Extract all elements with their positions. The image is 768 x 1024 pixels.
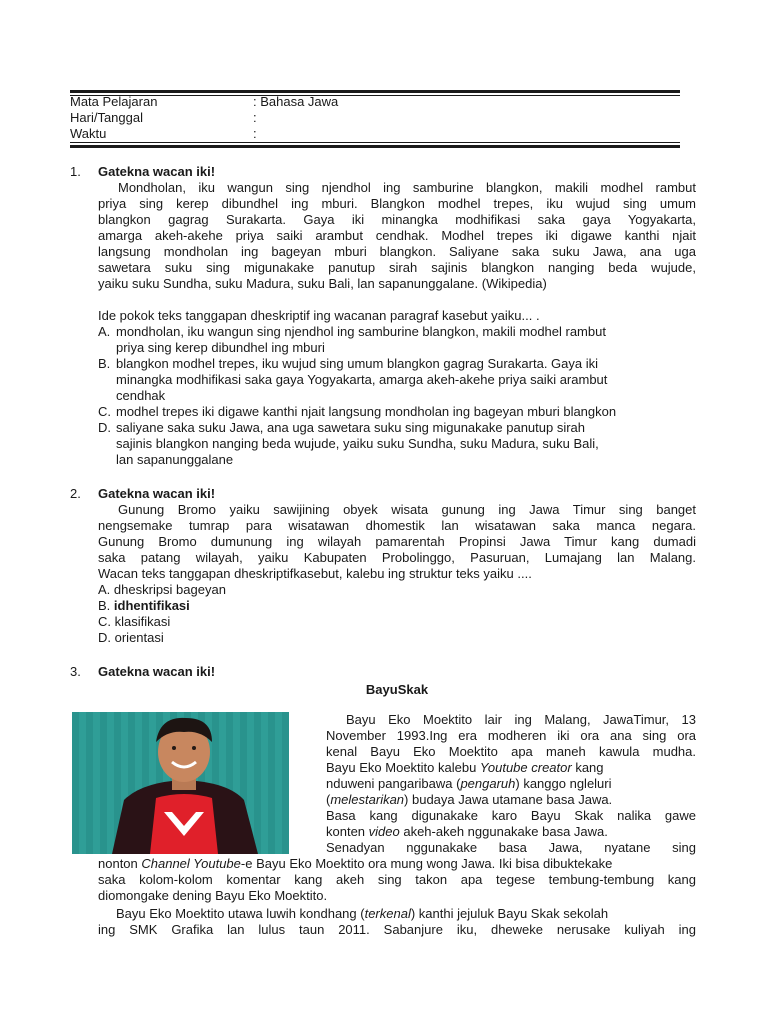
article-line: Bayu Eko Moektito kalebu Youtube creator kang <box>326 760 604 775</box>
passage-line: priya sing kerep dibundhel ing mburi. Blangkon modhel trepes, iku wujud sing umum <box>98 196 696 211</box>
option-b-text: cendhak <box>116 388 166 403</box>
article-line: Bayu Eko Moektito lair ing Malang, JawaTimur, 13 <box>346 712 696 727</box>
question-instruction: Gatekna wacan iki! <box>98 164 216 179</box>
article-line: nduweni pangaribawa (pengaruh) kanggo ngleluri <box>326 776 612 791</box>
option-c-text: modhel trepes iki digawe kanthi njait langsung mondholan ing bageyan mburi blangkon <box>116 404 617 419</box>
question-number: 1. <box>70 164 81 179</box>
article-title: BayuSkak <box>365 682 429 697</box>
passage-line: Mondholan, iku wangun sing njendhol ing samburine blangkon, makili modhel rambut <box>118 180 696 195</box>
option-letter: D. <box>98 420 111 435</box>
article-line: kenal Bayu Eko Moektito apa maneh kawula mudha. <box>326 744 696 759</box>
question-number: 3. <box>70 664 81 679</box>
question-text: Wacan teks tanggapan dheskriptifkasebut, kalebu ing struktur teks yaiku .... <box>98 566 532 581</box>
article-line: Bayu Eko Moektito utawa luwih kondhang (terkenal) kanthi jejuluk Bayu Skak sekolah <box>116 906 609 921</box>
question-instruction: Gatekna wacan iki! <box>98 486 216 501</box>
passage-line: yaiku suku Sundha, suku Madura, suku Bali, lan sapanunggalane. (Wikipedia) <box>98 276 547 291</box>
header-top-rule <box>70 90 680 93</box>
question-number: 2. <box>70 486 81 501</box>
option-letter: B. <box>98 356 111 371</box>
option-d-text: sajinis blangkon nanging beda wujude, yaiku suku Sundha, suku Madura, suku Bali, <box>116 436 599 451</box>
article-line: Basa kang digunakake karo Bayu Skak nalika gawe <box>326 808 696 823</box>
header-value: : <box>253 126 257 141</box>
article-line: diomongake dening Bayu Eko Moektito. <box>98 888 328 903</box>
header-label: Mata Pelajaran <box>70 94 158 109</box>
header-value: : Bahasa Jawa <box>253 94 339 109</box>
article-line: saka kolom-kolom komentar kang akeh sing takon apa tegese tembung-tembung kang <box>98 872 696 887</box>
header-bottom-rule <box>70 145 680 148</box>
passage-line: Gunung Bromo dumunung ing wilayah pamarentah Propinsi Jawa Timur kang dumadi <box>98 534 696 549</box>
person-photo <box>72 712 289 854</box>
header-label: Hari/Tanggal <box>70 110 143 125</box>
option-b-text: blangkon modhel trepes, iku wujud sing umum blangkon gagrag Surakarta. Gaya iki <box>116 356 598 371</box>
header-bottom-rule-thin <box>70 142 680 143</box>
option-a: A. dheskripsi bageyan <box>98 582 226 597</box>
question-instruction: Gatekna wacan iki! <box>98 664 216 679</box>
option-b: B. idhentifikasi <box>98 598 190 613</box>
article-line: (melestarikan) budaya Jawa utamane basa Jawa. <box>326 792 613 807</box>
option-c: C. klasifikasi <box>98 614 171 629</box>
header-label: Waktu <box>70 126 107 141</box>
option-a-text: mondholan, iku wangun sing njendhol ing samburine blangkon, makili modhel rambut <box>116 324 606 339</box>
passage-line: Gunung Bromo yaiku sawijining obyek wisata gunung ing Jawa Timur sing banget <box>118 502 696 517</box>
option-a-text: priya sing kerep dibundhel ing mburi <box>116 340 325 355</box>
passage-line: saka patang wilayah, yaiku Kabupaten Probolinggo, Pasuruan, Lumajang lan Malang. <box>98 550 696 565</box>
option-d-text: saliyane saka suku Jawa, ana uga sawetara suku sing migunakake panutup sirah <box>116 420 586 435</box>
option-letter: A. <box>98 324 111 339</box>
article-line: nonton Channel Youtube-e Bayu Eko Moektito ora mung wong Jawa. Iki bisa dibuktekake <box>98 856 613 871</box>
option-b-text: minangka modhifikasi saka gaya Yogyakarta, amarga akeh-akehe priya saiki arambut <box>116 372 608 387</box>
passage-line: sawetara suku sing migunakake panutup sirah sajinis blangkon nanging beda wujude, <box>98 260 696 275</box>
article-line: konten video akeh-akeh nggunakake basa Jawa. <box>326 824 608 839</box>
passage-line: nengsemake tumrap para wisatawan dhomestik lan wisatawan saka manca negara. <box>98 518 696 533</box>
option-d-text: lan sapanunggalane <box>116 452 234 467</box>
article-line: Senadyan nggunakake basa Jawa, nyatane sing <box>326 840 696 855</box>
option-letter: C. <box>98 404 111 419</box>
passage-line: langsung mondholan ing bageyan mburi blangkon. Saliyane saka suku Jawa, ana uga <box>98 244 696 259</box>
header-value: : <box>253 110 257 125</box>
article-line: November 1993.Ing era modheren iki ora ana sing ora <box>326 728 696 743</box>
article-line: ing SMK Grafika lan lulus taun 2011. Sabanjure iku, dheweke nerusake kuliyah ing <box>98 922 696 937</box>
passage-line: blangkon gagrag Surakarta. Gaya iki minangka modhifikasi saka gaya Yogyakarta, <box>98 212 696 227</box>
option-d: D. orientasi <box>98 630 164 645</box>
question-text: Ide pokok teks tanggapan dheskriptif ing wacanan paragraf kasebut yaiku... . <box>98 308 540 323</box>
passage-line: amarga akeh-akehe priya saiki arambut cendhak. Modhel trepes iki digawe kanthi njait <box>98 228 696 243</box>
